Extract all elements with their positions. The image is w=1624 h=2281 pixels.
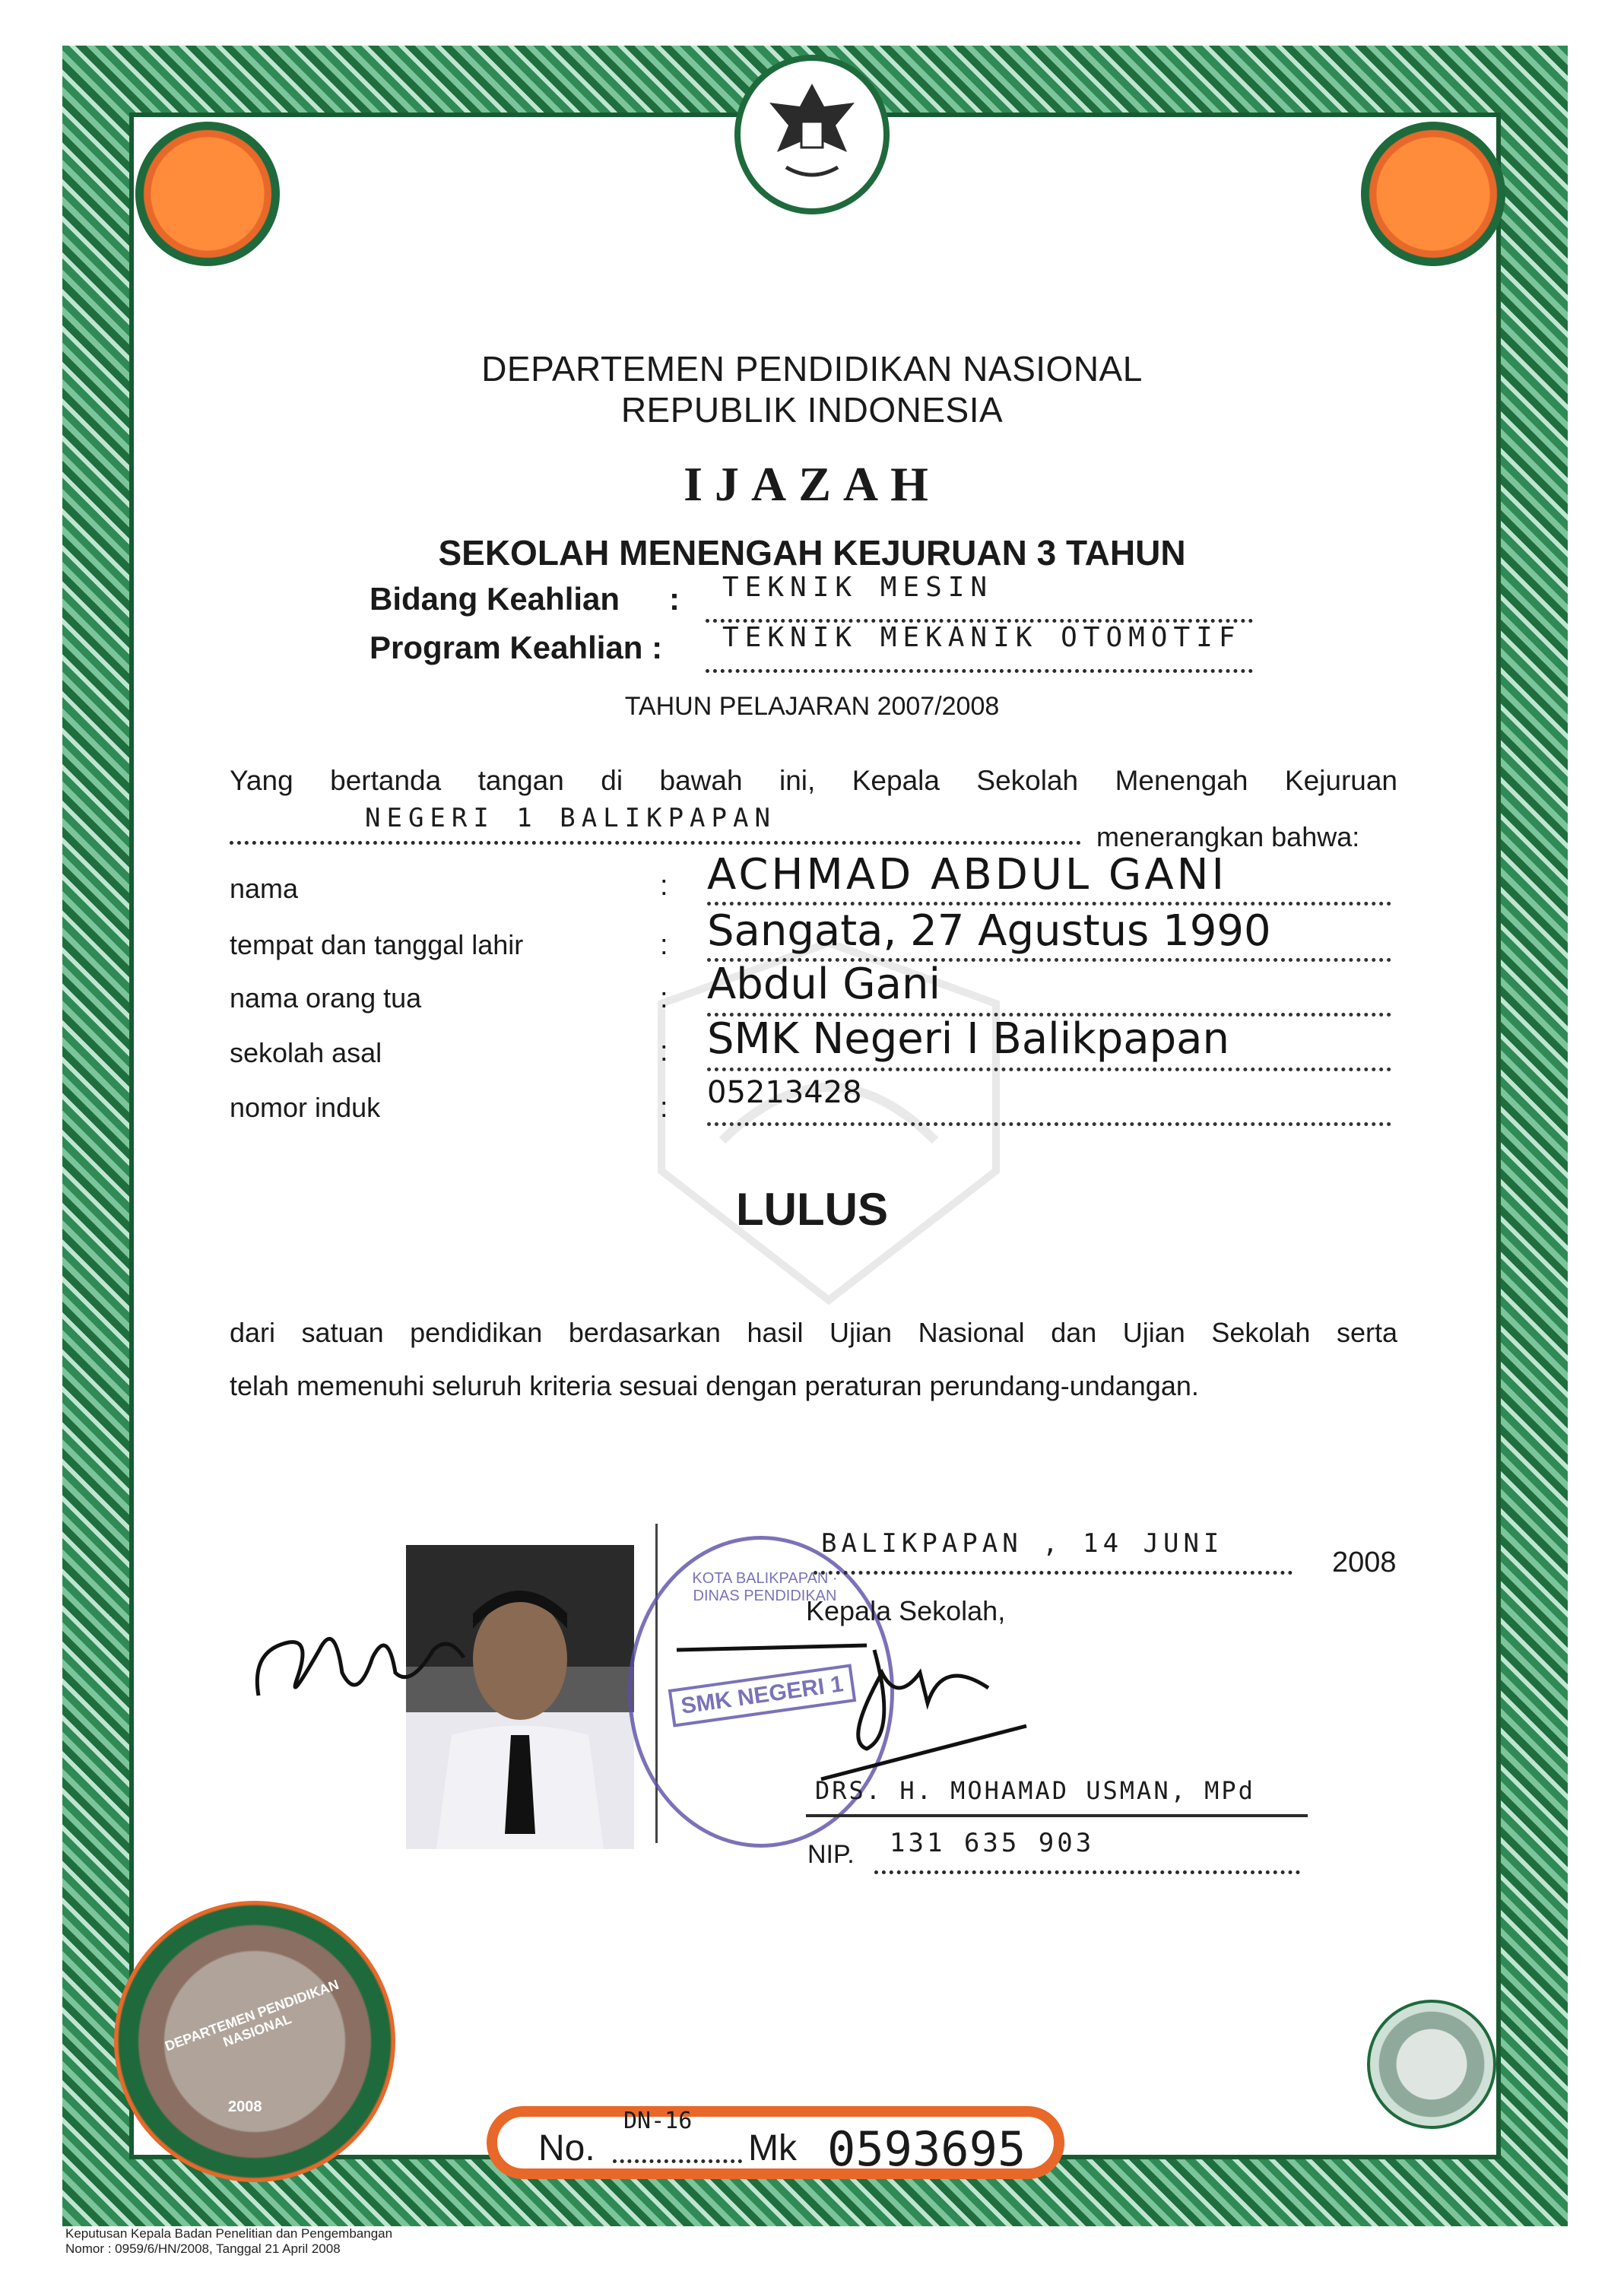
- parent-label: nama orang tua: [230, 982, 422, 1014]
- statement-line-2: telah memenuhi seluruh kriteria sesuai dengan peraturan perundang-undangan.: [230, 1370, 1199, 1401]
- principal-name: DRS. H. MOHAMAD USMAN, MPd: [815, 1776, 1255, 1805]
- origin-school-line: [707, 1068, 1391, 1071]
- origin-school-colon: :: [660, 1036, 668, 1068]
- origin-school-label: sekolah asal: [230, 1037, 382, 1068]
- department-heading: [0, 348, 1624, 430]
- name-label: nama: [230, 873, 299, 904]
- ministry-seal: [114, 1901, 395, 2182]
- serial-mk: Mk: [748, 2128, 797, 2168]
- school-fill: NEGERI 1 BALIKPAPAN: [365, 803, 776, 833]
- republic-name: REPUBLIK INDONESIA: [620, 390, 1004, 430]
- place-date: BALIKPAPAN , 14 JUNI: [821, 1528, 1224, 1559]
- seal-ring-text: DEPARTEMEN PENDIDIKAN NASIONAL: [163, 1976, 341, 2054]
- student-number-label: nomor induk: [230, 1092, 381, 1123]
- name-underline: [806, 1814, 1308, 1817]
- corner-ornament-icon: [1361, 122, 1505, 266]
- birth-label: tempat dan tanggal lahir: [230, 929, 524, 960]
- parent-colon: :: [660, 982, 668, 1014]
- footer-note: [65, 2226, 392, 2257]
- statement-line-1: dari satuan pendidikan berdasarkan hasil Ujian Nasional dan Ujian Sekolah serta: [230, 1317, 1397, 1348]
- origin-school-value: SMK Negeri I Balikpapan: [707, 1014, 1229, 1064]
- serial-code: DN-16: [623, 2108, 693, 2134]
- hologram-seal-icon: [1367, 2000, 1496, 2129]
- stamp-school-name: SMK NEGERI 1: [668, 1664, 857, 1727]
- intro-line: Yang bertanda tangan di bawah ini, Kepala Sekolah Menengah Kejuruan: [230, 765, 1397, 796]
- name-line: [707, 902, 1391, 906]
- birth-value: Sangata, 27 Agustus 1990: [707, 906, 1271, 956]
- student-number-value: 05213428: [707, 1075, 862, 1110]
- result-status: LULUS: [736, 1184, 888, 1235]
- signature-year: 2008: [1332, 1547, 1397, 1578]
- program-value: TEKNIK MEKANIK OTOMOTIF: [722, 622, 1242, 653]
- garuda-emblem-icon: [734, 55, 890, 214]
- nip-label: NIP.: [807, 1840, 855, 1869]
- serial-prefix: No.: [538, 2128, 595, 2168]
- program-label: Program Keahlian :: [370, 630, 663, 665]
- nip-value: 131 635 903: [890, 1828, 1095, 1858]
- principal-role: Kepala Sekolah,: [806, 1595, 1006, 1626]
- principal-signature: [669, 1627, 1064, 1798]
- serial-dots: [613, 2152, 742, 2163]
- student-signature: [243, 1604, 471, 1722]
- department-name: DEPARTEMEN PENDIDIKAN NASIONAL: [481, 349, 1143, 389]
- student-number-line: [707, 1122, 1391, 1126]
- parent-value: Abdul Gani: [707, 960, 941, 1009]
- student-number-colon: :: [660, 1092, 668, 1124]
- field-label: Bidang Keahlian: [370, 581, 620, 617]
- name-value: ACHMAD ABDUL GANI: [707, 850, 1228, 899]
- serial-number: 0593695: [827, 2121, 1026, 2177]
- intro-line-end: menerangkan bahwa:: [1096, 821, 1360, 852]
- corner-ornament-icon: [135, 122, 280, 266]
- birth-colon: :: [660, 929, 668, 961]
- school-type: SEKOLAH MENENGAH KEJURUAN 3 TAHUN: [438, 533, 1186, 573]
- name-colon: :: [660, 870, 668, 902]
- footer-line-2: Nomor : 0959/6/HN/2008, Tanggal 21 April 2008: [65, 2241, 341, 2256]
- seal-year: 2008: [228, 2099, 262, 2115]
- field-value: TEKNIK MESIN: [722, 572, 994, 603]
- academic-year: TAHUN PELAJARAN 2007/2008: [624, 692, 1000, 721]
- footer-line-1: Keputusan Kepala Badan Penelitian dan Pengembangan: [65, 2226, 393, 2241]
- document-title: IJAZAH: [684, 457, 940, 511]
- field-colon: :: [669, 581, 680, 617]
- stamp-ring-text: KOTA BALIKPAPAN · DINAS PENDIDIKAN: [692, 1570, 838, 1604]
